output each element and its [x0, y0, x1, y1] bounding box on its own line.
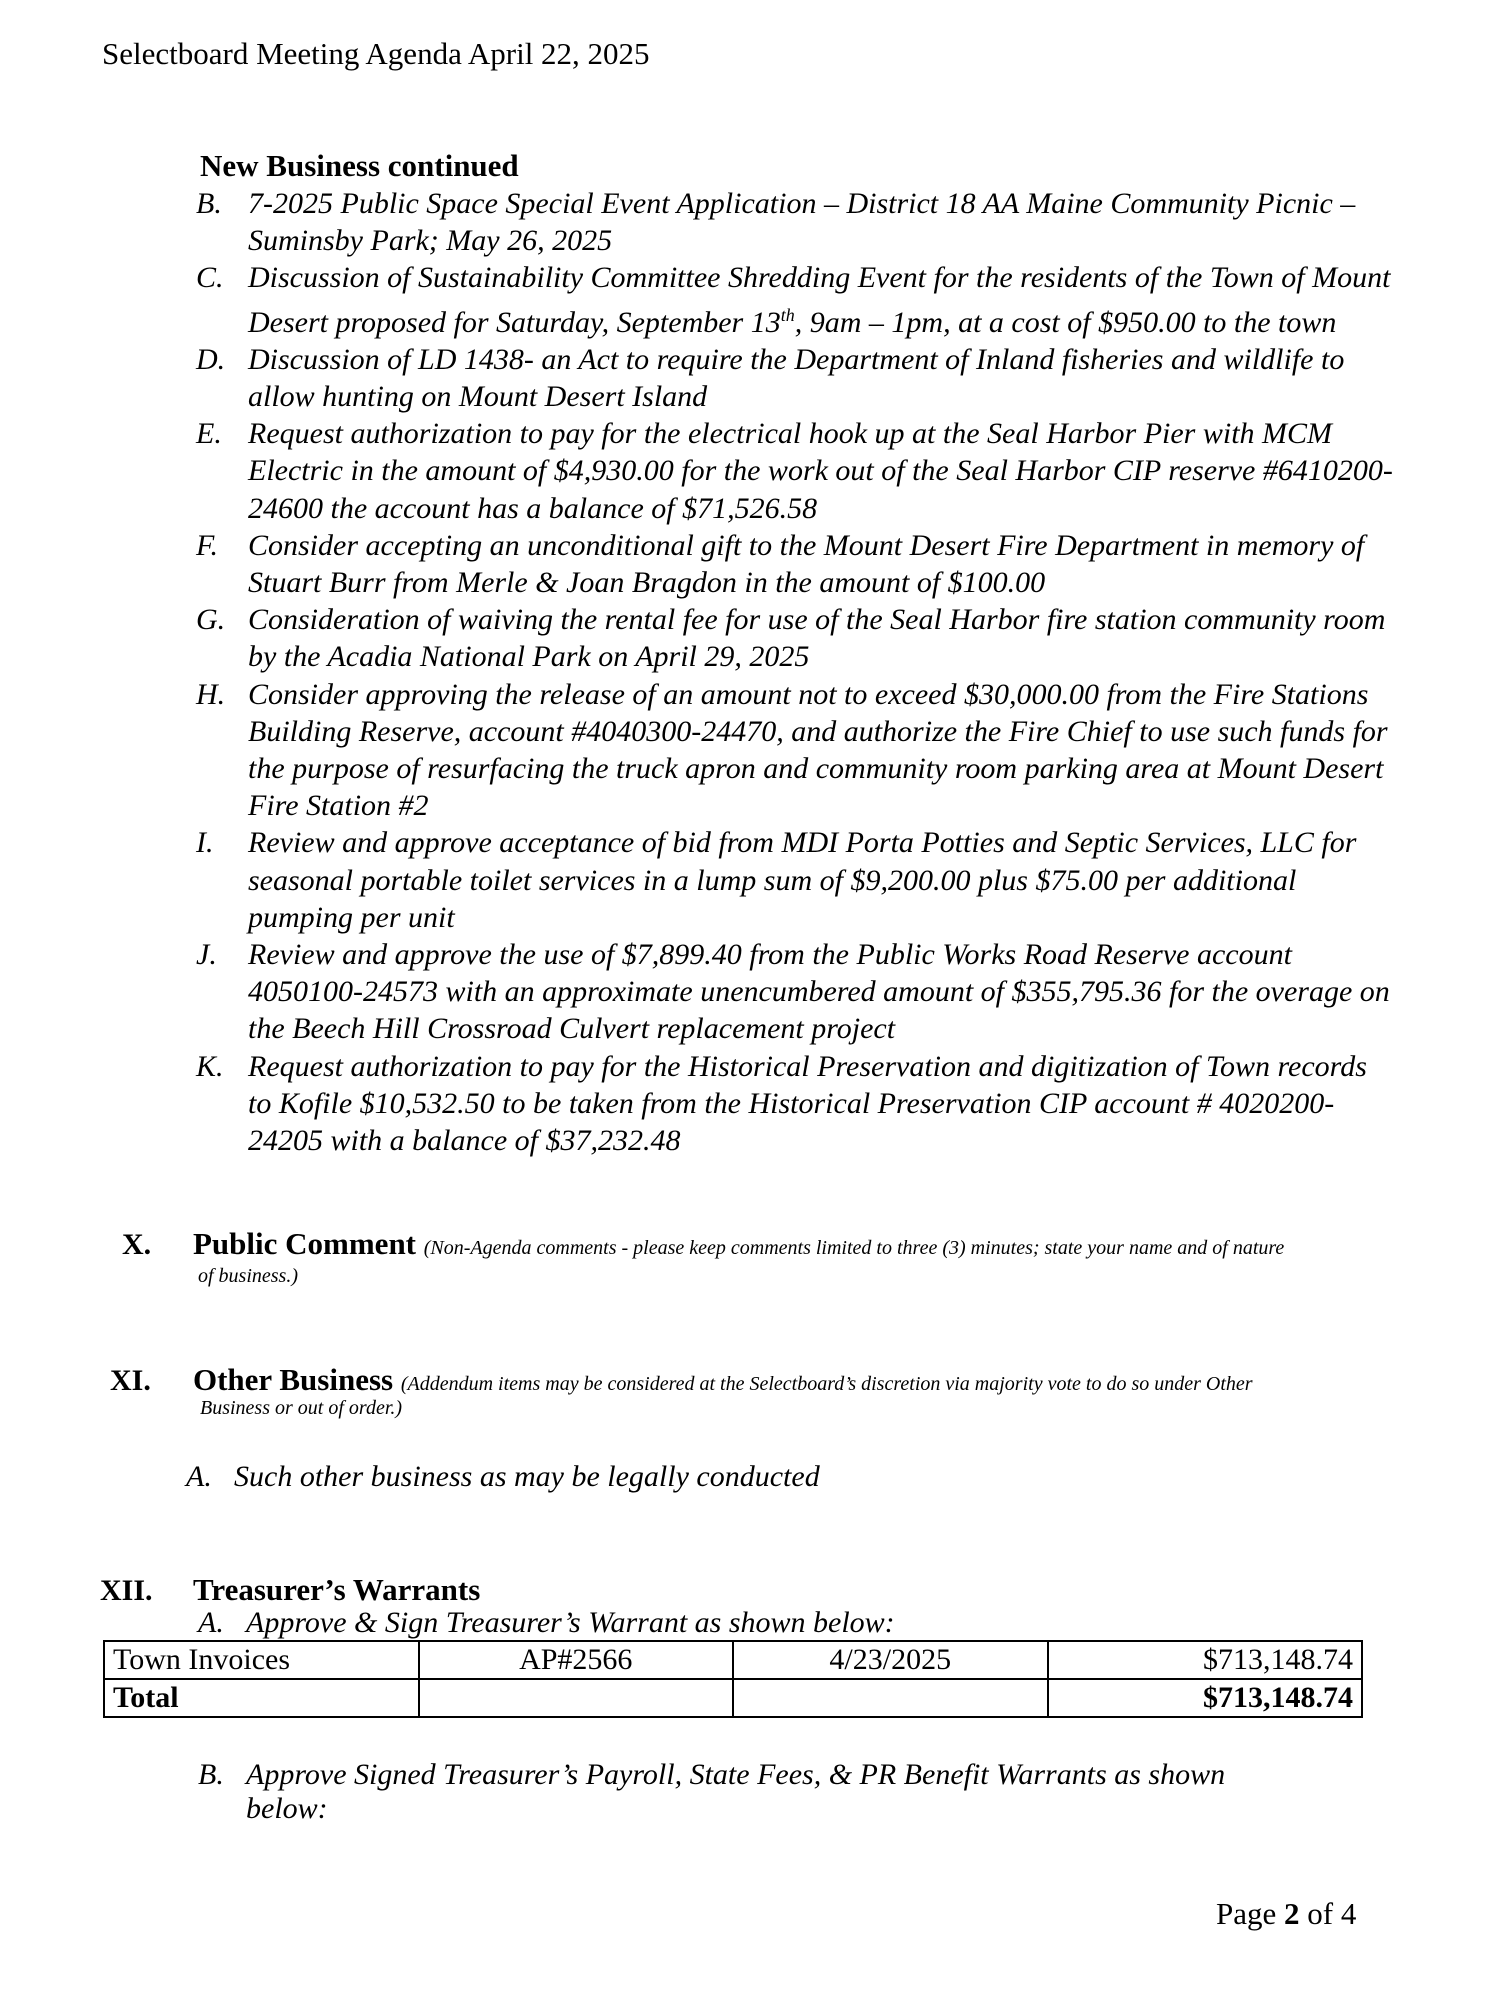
warrants-item-a [198, 1606, 895, 1640]
item-letter: G. [196, 603, 226, 637]
agenda-item-e [196, 415, 1396, 527]
item-letter: F. [196, 528, 218, 562]
public-comment-note: (Non-Agenda comments - please keep comments limited to three (3) minutes; state your name and of nature [423, 1237, 1285, 1259]
agenda-item-f [196, 527, 1396, 601]
item-text: Discussion of LD 1438- an Act to require the Department of Inland fisheries and wildlife to allow hunting on Mount Desert Island [248, 342, 1345, 414]
page-current: 2 [1284, 1896, 1300, 1931]
other-business-note-cont: Business or out of order.) [200, 1397, 403, 1419]
treasurers-warrants-heading: Treasurer’s Warrants [193, 1572, 481, 1607]
other-business-item-a [186, 1460, 820, 1494]
warrant-label-cell: Town Invoices [104, 1641, 419, 1679]
item-text: Approve Signed Treasurer’s Payroll, State Fees, & PR Benefit Warrants as shown [246, 1758, 1226, 1791]
item-letter: J. [196, 938, 217, 972]
other-business-note: (Addendum items may be considered at the Selectboard’s discretion via majority vote to do so under Other [400, 1373, 1253, 1395]
total-amount-cell: $713,148.74 [1048, 1679, 1363, 1717]
warrants-item-b-line1 [198, 1758, 1225, 1792]
item-letter: H. [196, 677, 226, 711]
page-prefix: Page [1216, 1896, 1277, 1931]
agenda-item-h [196, 676, 1396, 825]
public-comment-title: Public Comment [193, 1226, 417, 1261]
new-business-heading: New Business continued [200, 148, 519, 183]
item-text: Review and approve acceptance of bid from MDI Porta Potties and Septic Services, LLC for seasonal portable toilet services in a lump sum of $9,200.00 plus $75.00 per additional pumping per unit [248, 826, 1357, 934]
item-text: Approve & Sign Treasurer’s Warrant as shown below: [246, 1606, 895, 1639]
item-letter: E. [196, 417, 222, 451]
warrant-ap-cell: AP#2566 [419, 1641, 734, 1679]
agenda-item-c [196, 259, 1396, 340]
item-text: Consider approving the release of an amount not to exceed $30,000.00 from the Fire Stations Building Reserve, account #4040300-24470, and authorize the Fire Chief to use such funds for the purpose of resurfacing the truck apron and community room parking area at Mount Desert Fire Station #2 [248, 677, 1388, 823]
item-text: Discussion of Sustainability Committee Shredding Event for the residents of the Town of Mount Desert proposed for Saturday, September 13th, 9am – 1pm, at a cost of $950.00 to the town [248, 261, 1391, 339]
item-letter: B. [196, 187, 222, 220]
item-text: Consider accepting an unconditional gift to the Mount Desert Fire Department in memory of Stuart Burr from Merle & Joan Bragdon in the amount of $100.00 [248, 528, 1365, 600]
total-label-cell: Total [104, 1679, 419, 1717]
table-total-row [104, 1679, 1362, 1717]
public-comment-heading [193, 1226, 1284, 1262]
public-comment-note-cont: of business.) [198, 1265, 298, 1287]
total-ap-cell [419, 1679, 734, 1717]
section-number-public-comment: X. [122, 1228, 152, 1261]
item-text: Request authorization to pay for the Historical Preservation and digitization of Town records to Kofile $10,532.50 to be taken from the Historical Preservation CIP account # 4020200-24205 with a balance of $37,232.48 [248, 1049, 1367, 1158]
new-business-list [196, 185, 1396, 1159]
item-text: Such other business as may be legally conducted [234, 1460, 820, 1493]
agenda-item-j [196, 936, 1396, 1048]
agenda-item-g [196, 601, 1396, 675]
item-letter: A. [186, 1460, 212, 1493]
item-letter: B. [198, 1758, 224, 1791]
total-date-cell [733, 1679, 1048, 1717]
item-letter: I. [196, 826, 214, 860]
item-text: Consideration of waiving the rental fee for use of the Seal Harbor fire station community room by the Acadia National Park on April 29, 2025 [248, 603, 1386, 674]
other-business-heading [193, 1362, 1253, 1398]
section-number-other-business: XI. [110, 1364, 151, 1397]
other-business-title: Other Business [193, 1362, 394, 1397]
table-row [104, 1641, 1362, 1679]
item-letter: K. [196, 1049, 224, 1083]
item-letter: D. [196, 342, 226, 376]
item-text-cont: below: [246, 1792, 328, 1825]
page-number [1216, 1896, 1356, 1932]
warrant-table [103, 1640, 1363, 1718]
warrant-amount-cell: $713,148.74 [1048, 1641, 1363, 1679]
warrants-item-b [198, 1758, 1225, 1826]
page-header: Selectboard Meeting Agenda April 22, 2025 [102, 36, 650, 71]
agenda-item-i [196, 824, 1396, 936]
item-text: 7-2025 Public Space Special Event Application – District 18 AA Maine Community Picnic – Suminsby Park; May 26, 2025 [248, 187, 1356, 258]
agenda-item-k [196, 1048, 1396, 1160]
item-letter: A. [198, 1606, 224, 1639]
item-text: Review and approve the use of $7,899.40 from the Public Works Road Reserve account 4050100-24573 with an approximate unencumbered amount of $355,795.36 for the overage on the Beech Hill Crossroad Culvert replacement project [248, 938, 1390, 1046]
section-number-treasurers-warrants: XII. [100, 1574, 153, 1607]
warrant-date-cell: 4/23/2025 [733, 1641, 1048, 1679]
item-text: Request authorization to pay for the electrical hook up at the Seal Harbor Pier with MCM Electric in the amount of $4,930.00 for the work out of the Seal Harbor CIP reserve #6410200-24600 the account has a balance of $71,526.58 [248, 417, 1393, 525]
agenda-item-b [196, 185, 1396, 259]
agenda-item-d [196, 341, 1396, 415]
page-of: of 4 [1307, 1896, 1357, 1931]
item-letter: C. [196, 261, 224, 295]
